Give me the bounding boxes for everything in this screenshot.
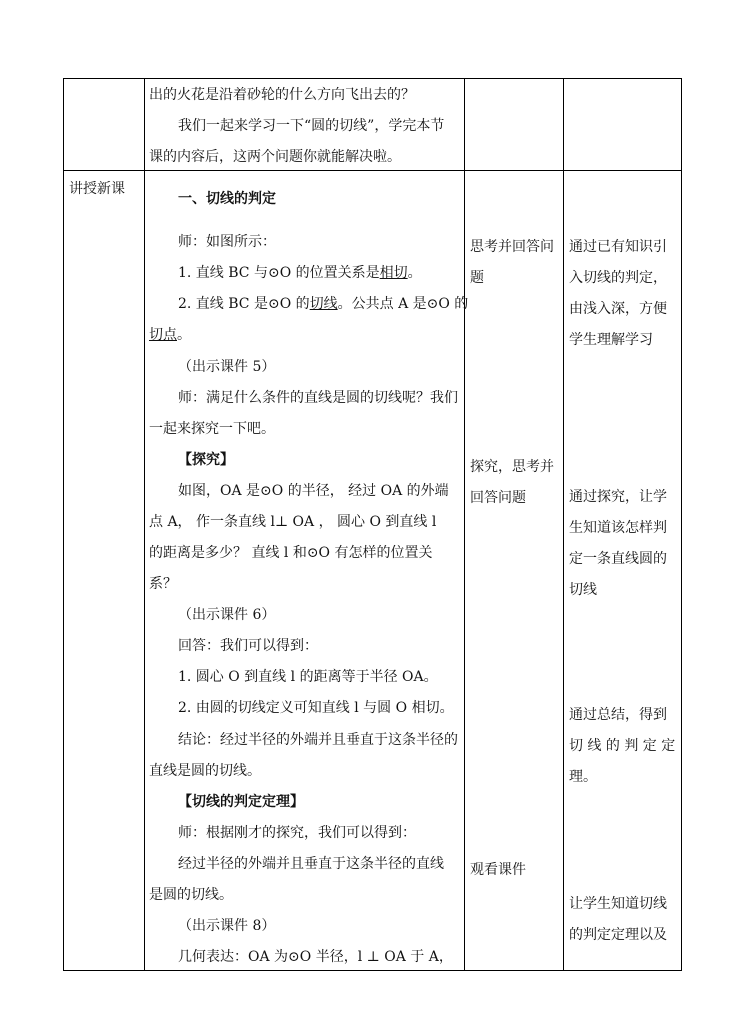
teacher-line-2a: 师：满足什么条件的直线是圆的切线呢？我们 bbox=[178, 390, 458, 406]
item-2b-answer: 切点 bbox=[149, 327, 177, 343]
row-divider bbox=[63, 170, 682, 171]
explore-line-2: 点 A， 作一条直线 l⊥ OA ， 圆心 O 到直线 l bbox=[149, 514, 437, 530]
student-activity-3: 观看课件 bbox=[470, 862, 526, 878]
answer-intro: 回答：我们可以得到： bbox=[178, 638, 318, 654]
student-activity-2: 探究，思考并 回答问题 bbox=[470, 459, 554, 506]
explore-line-1: 如图，OA 是⊙O 的半径， 经过 OA 的外端 bbox=[178, 483, 449, 499]
teacher-line-1: 师：如图所示： bbox=[178, 234, 276, 250]
item-2-prefix: 2. 直线 BC 是⊙O 的 bbox=[178, 296, 310, 312]
item-2-suffix: 。公共点 A 是⊙O 的 bbox=[337, 296, 469, 312]
table-top-border bbox=[63, 78, 682, 79]
intro-line-2: 我们一起来学习一下“圆的切线”，学完本节 bbox=[178, 118, 445, 134]
courseware-note-8: （出示课件 8） bbox=[178, 918, 276, 934]
explore-line-3: 的距离是多少？ 直线 l 和⊙O 有怎样的位置关 bbox=[149, 545, 433, 561]
teacher-line-2b: 一起来探究一下吧。 bbox=[149, 421, 275, 437]
answer-1: 1. 圆心 O 到直线 l 的距离等于半径 OA。 bbox=[178, 669, 438, 685]
design-intent-2: 通过探究，让学 生知道该怎样判 定一条直线圆的 切线 bbox=[569, 489, 667, 598]
explore-line-4: 系？ bbox=[149, 576, 177, 592]
student-activity-1: 思考并回答问 题 bbox=[470, 239, 554, 286]
item-1-suffix: 。 bbox=[407, 265, 422, 281]
section-label: 讲授新课 bbox=[69, 181, 125, 197]
intro-line-3: 课的内容后，这两个问题你就能解决啦。 bbox=[149, 149, 401, 165]
teacher-line-3: 师：根据刚才的探究，我们可以得到： bbox=[178, 825, 416, 841]
conclusion-line-1: 结论：经过半径的外端并且垂直于这条半径的 bbox=[178, 732, 458, 748]
courseware-note-6: （出示课件 6） bbox=[178, 607, 276, 623]
geometry-expression: 几何表达：OA 为⊙O 半径，l ⊥ OA 于 A， bbox=[178, 949, 453, 965]
explore-label: 【探究】 bbox=[178, 452, 234, 468]
theorem-line-2: 是圆的切线。 bbox=[149, 887, 233, 903]
column-divider-3 bbox=[563, 78, 564, 971]
section-heading: 一、切线的判定 bbox=[178, 191, 276, 207]
design-intent-4: 让学生知道切线 的判定定理以及 bbox=[569, 896, 667, 943]
item-1 bbox=[178, 262, 422, 282]
intro-line-1: 出的火花是沿着砂轮的什么方向飞出去的？ bbox=[149, 87, 415, 103]
item-2-continued bbox=[149, 324, 191, 344]
column-divider-1 bbox=[144, 78, 145, 971]
answer-2: 2. 由圆的切线定义可知直线 l 与圆 O 相切。 bbox=[178, 700, 454, 716]
item-1-prefix: 1. 直线 BC 与⊙O 的位置关系是 bbox=[178, 265, 380, 281]
courseware-note-5: （出示课件 5） bbox=[178, 359, 276, 375]
theorem-line-1: 经过半径的外端并且垂直于这条半径的直线 bbox=[178, 856, 444, 872]
design-intent-3: 通过总结，得到 切 线 的 判 定 定 理。 bbox=[569, 707, 676, 785]
table-bottom-border bbox=[63, 970, 682, 971]
item-2b-suffix: 。 bbox=[177, 327, 191, 343]
item-1-answer: 相切 bbox=[379, 265, 408, 281]
column-border-right bbox=[681, 78, 682, 971]
column-divider-2 bbox=[464, 78, 465, 971]
design-intent-1: 通过已有知识引 入切线的判定， 由浅入深，方便 学生理解学习 bbox=[569, 239, 667, 348]
conclusion-line-2: 直线是圆的切线。 bbox=[149, 763, 261, 779]
theorem-label: 【切线的判定定理】 bbox=[178, 794, 304, 810]
column-border-left bbox=[63, 78, 64, 971]
item-2-answer: 切线 bbox=[309, 296, 338, 312]
item-2 bbox=[178, 293, 468, 313]
